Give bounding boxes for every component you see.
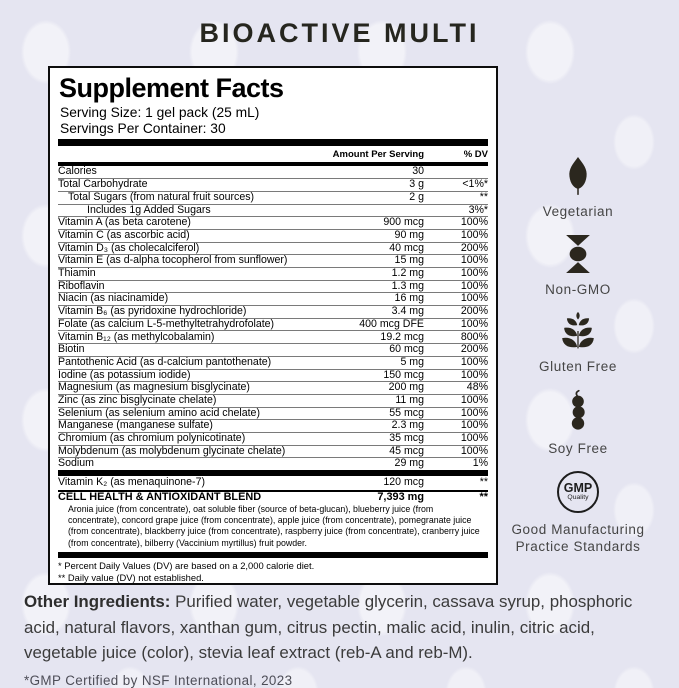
facts-header-row <box>58 146 488 162</box>
badge-label: Soy Free <box>548 440 608 456</box>
nutrient-name: Molybdenum (as molybdenum glycinate chelate) <box>58 444 286 457</box>
nutrient-dv: 100% <box>460 254 488 267</box>
badge-label: Good Manufacturing Practice Standards <box>511 522 645 554</box>
nutrient-name: Vitamin C (as ascorbic acid) <box>58 229 190 242</box>
percent-dv-header: % DV <box>463 148 488 160</box>
footnote-daily-values: * Percent Daily Values (DV) are based on a 2,000 calorie diet. <box>58 560 315 572</box>
nutrient-name: Selenium (as selenium amino acid chelate) <box>58 406 260 419</box>
badge-soy-free <box>548 390 608 458</box>
nutrient-dv: 100% <box>460 279 488 292</box>
nutrient-amount: 19.2 mcg <box>380 330 424 343</box>
certification-badges <box>493 157 663 569</box>
gmp-seal-icon <box>557 471 599 513</box>
nutrient-amount: 40 mcg <box>389 241 424 254</box>
blend-description: Aronia juice (from concentrate), oat soluble fiber (source of beta-glucan), blueberry juice (from concentrate), concord grape juice (from concentrate), apple juice (from concentrate), pomegranate juice (from concentrate), blackberry juice (from concentrate), raspberry juice (from concentrate), cranberry juice (from concentrate), bilberry (Vaccinium myrtillus) fruit powder. <box>68 504 480 548</box>
nutrient-name: Manganese (manganese sulfate) <box>58 419 213 432</box>
nutrient-name: Thiamin <box>58 267 96 280</box>
badge-vegetarian <box>543 157 614 221</box>
nutrient-dv: <1%* <box>462 178 488 191</box>
nutrient-name: Vitamin A (as beta carotene) <box>58 216 191 229</box>
other-ingredients <box>24 589 664 666</box>
facts-row <box>58 407 488 420</box>
nutrient-amount: 15 mg <box>394 254 424 267</box>
serving-size: Serving Size: 1 gel pack (25 mL) <box>60 105 260 120</box>
badge-label: Non-GMO <box>545 281 611 297</box>
nutrient-dv: 3%* <box>468 203 488 216</box>
facts-row <box>58 166 488 179</box>
nutrient-amount: 30 <box>412 165 424 178</box>
nutrient-name: Folate (as calcium L-5-methyltetrahydrofolate) <box>58 317 275 330</box>
facts-row <box>58 490 488 504</box>
servings-per-container: Servings Per Container: 30 <box>60 120 226 136</box>
nutrient-name: Total Carbohydrate <box>58 178 148 191</box>
page-title: BIOACTIVE MULTI <box>199 18 480 48</box>
nutrient-dv: 100% <box>460 292 488 305</box>
nutrient-name: Vitamin K₂ (as menaquinone-7) <box>58 476 206 488</box>
facts-row <box>58 457 488 470</box>
badge-gmp <box>493 471 663 555</box>
nutrient-amount: 3 g <box>409 178 424 191</box>
facts-row <box>58 356 488 369</box>
nutrient-amount: 35 mcg <box>389 432 424 445</box>
nutrient-name: Zinc (as zinc bisglycinate chelate) <box>58 393 217 406</box>
supplement-facts-panel <box>48 66 498 585</box>
nutrient-dv: 100% <box>460 216 488 229</box>
facts-row <box>58 216 488 229</box>
facts-extra-rows <box>58 476 488 503</box>
nutrient-name: Vitamin B₆ (as pyridoxine hydrochloride) <box>58 305 247 318</box>
facts-row <box>58 267 488 280</box>
nutrient-dv: 48% <box>466 381 488 394</box>
nutrient-amount: 400 mcg DFE <box>359 317 424 330</box>
nutrient-dv: 100% <box>460 419 488 432</box>
nutrient-amount: 90 mg <box>394 229 424 242</box>
nutrient-amount: 2 g <box>409 190 424 203</box>
nutrient-amount: 2.3 mg <box>391 419 424 432</box>
nutrient-dv: 800% <box>460 330 488 343</box>
facts-row <box>58 381 488 394</box>
nutrient-amount: 900 mcg <box>383 216 424 229</box>
nutrient-name: Vitamin B₁₂ (as methylcobalamin) <box>58 330 215 343</box>
facts-row <box>58 419 488 432</box>
nutrient-name: Vitamin E (as d-alpha tocopherol from sunflower) <box>58 254 288 267</box>
nutrient-dv: 200% <box>460 305 488 318</box>
nutrient-name: Pantothenic Acid (as d-calcium pantothenate) <box>58 355 272 368</box>
nutrient-dv: ** <box>479 476 488 488</box>
nutrient-name: Biotin <box>58 343 85 356</box>
nutrient-dv: 100% <box>460 444 488 457</box>
nutrient-dv: 100% <box>460 317 488 330</box>
nutrient-dv: ** <box>479 490 488 503</box>
nutrient-name: Total Sugars (from natural fruit sources) <box>68 190 255 203</box>
nutrient-name: Sodium <box>58 457 94 470</box>
gmp-seal-text: GMP <box>563 481 593 495</box>
nutrient-dv: 1% <box>472 457 488 470</box>
nutrient-amount: 150 mcg <box>383 368 424 381</box>
amount-per-serving-header: Amount Per Serving <box>332 148 424 160</box>
nutrient-amount: 60 mcg <box>389 343 424 356</box>
soybean-icon <box>566 390 590 432</box>
nutrient-amount: 3.4 mg <box>391 305 424 318</box>
nutrient-name: Chromium (as chromium polynicotinate) <box>58 432 246 445</box>
facts-row <box>58 229 488 242</box>
nutrient-dv: 100% <box>460 355 488 368</box>
nutrient-dv: 100% <box>460 406 488 419</box>
facts-row <box>58 305 488 318</box>
nutrient-dv: 100% <box>460 267 488 280</box>
nutrient-name: Includes 1g Added Sugars <box>87 203 211 216</box>
facts-row <box>58 178 488 191</box>
badge-label: Vegetarian <box>542 204 614 219</box>
nutrient-name: Vitamin D₃ (as cholecalciferol) <box>58 241 200 254</box>
badge-label: Gluten Free <box>539 359 617 374</box>
gmp-certified-note: *GMP Certified by NSF International, 2023 <box>24 672 293 688</box>
leaf-icon <box>564 157 592 195</box>
badge-gluten-free <box>539 312 617 376</box>
nutrient-dv: 200% <box>460 241 488 254</box>
nutrient-dv: ** <box>479 190 488 203</box>
supplement-facts-title: Supplement Facts <box>59 73 284 103</box>
facts-row <box>58 280 488 293</box>
nutrient-amount: 16 mg <box>394 292 424 305</box>
facts-row <box>58 445 488 458</box>
wheat-icon <box>558 312 598 350</box>
divider-thick <box>58 139 488 146</box>
nutrient-amount: 120 mcg <box>383 476 424 488</box>
footnote-dv-not-established: ** Daily value (DV) not established. <box>58 571 204 583</box>
other-ingredients-heading: Other Ingredients: <box>24 592 171 611</box>
nutrient-dv: 100% <box>460 393 488 406</box>
facts-row <box>58 394 488 407</box>
facts-rows <box>58 166 488 471</box>
nutrient-amount: 45 mcg <box>389 444 424 457</box>
facts-row <box>58 432 488 445</box>
nutrient-amount: 200 mg <box>388 381 424 394</box>
nutrient-name: Niacin (as niacinamide) <box>58 292 169 305</box>
nutrient-amount: 29 mg <box>394 457 424 470</box>
other-ingredients-text: Purified water, vegetable glycerin, cassava syrup, phosphoric acid, natural flavors, xanthan gum, citrus pectin, malic acid, inulin, citric acid, vegetable juice (color), stevia leaf extract (reb-A and reb-M). <box>24 592 633 662</box>
facts-row <box>58 254 488 267</box>
nutrient-amount: 7,393 mg <box>377 490 424 503</box>
nutrient-amount: 5 mg <box>400 355 424 368</box>
facts-row <box>58 330 488 343</box>
nutrient-amount: 11 mg <box>395 393 424 406</box>
nutrient-dv: 200% <box>460 343 488 356</box>
facts-row <box>58 476 488 490</box>
nutrient-name: Riboflavin <box>58 279 105 292</box>
nutrient-name: Calories <box>58 165 97 178</box>
nutrient-name: Iodine (as potassium iodide) <box>58 368 191 381</box>
facts-row <box>58 242 488 255</box>
facts-row <box>58 191 488 204</box>
badge-non-gmo <box>545 235 611 299</box>
nutrient-amount: 1.3 mg <box>391 279 424 292</box>
gmp-seal-subtext: Quality <box>567 494 589 501</box>
nutrient-dv: 100% <box>460 368 488 381</box>
nutrient-dv: 100% <box>460 229 488 242</box>
nutrient-name: Magnesium (as magnesium bisglycinate) <box>58 381 250 394</box>
nutrient-name: CELL HEALTH & ANTIOXIDANT BLEND <box>58 490 262 503</box>
facts-row <box>58 343 488 356</box>
facts-row <box>58 318 488 331</box>
nutrient-amount: 55 mcg <box>389 406 424 419</box>
nutrient-amount: 1.2 mg <box>391 267 424 280</box>
facts-row <box>58 204 488 217</box>
nutrient-dv: 100% <box>460 432 488 445</box>
facts-row <box>58 292 488 305</box>
dna-icon <box>565 235 591 273</box>
footer <box>24 589 664 688</box>
footnotes <box>58 558 488 584</box>
facts-row <box>58 369 488 382</box>
